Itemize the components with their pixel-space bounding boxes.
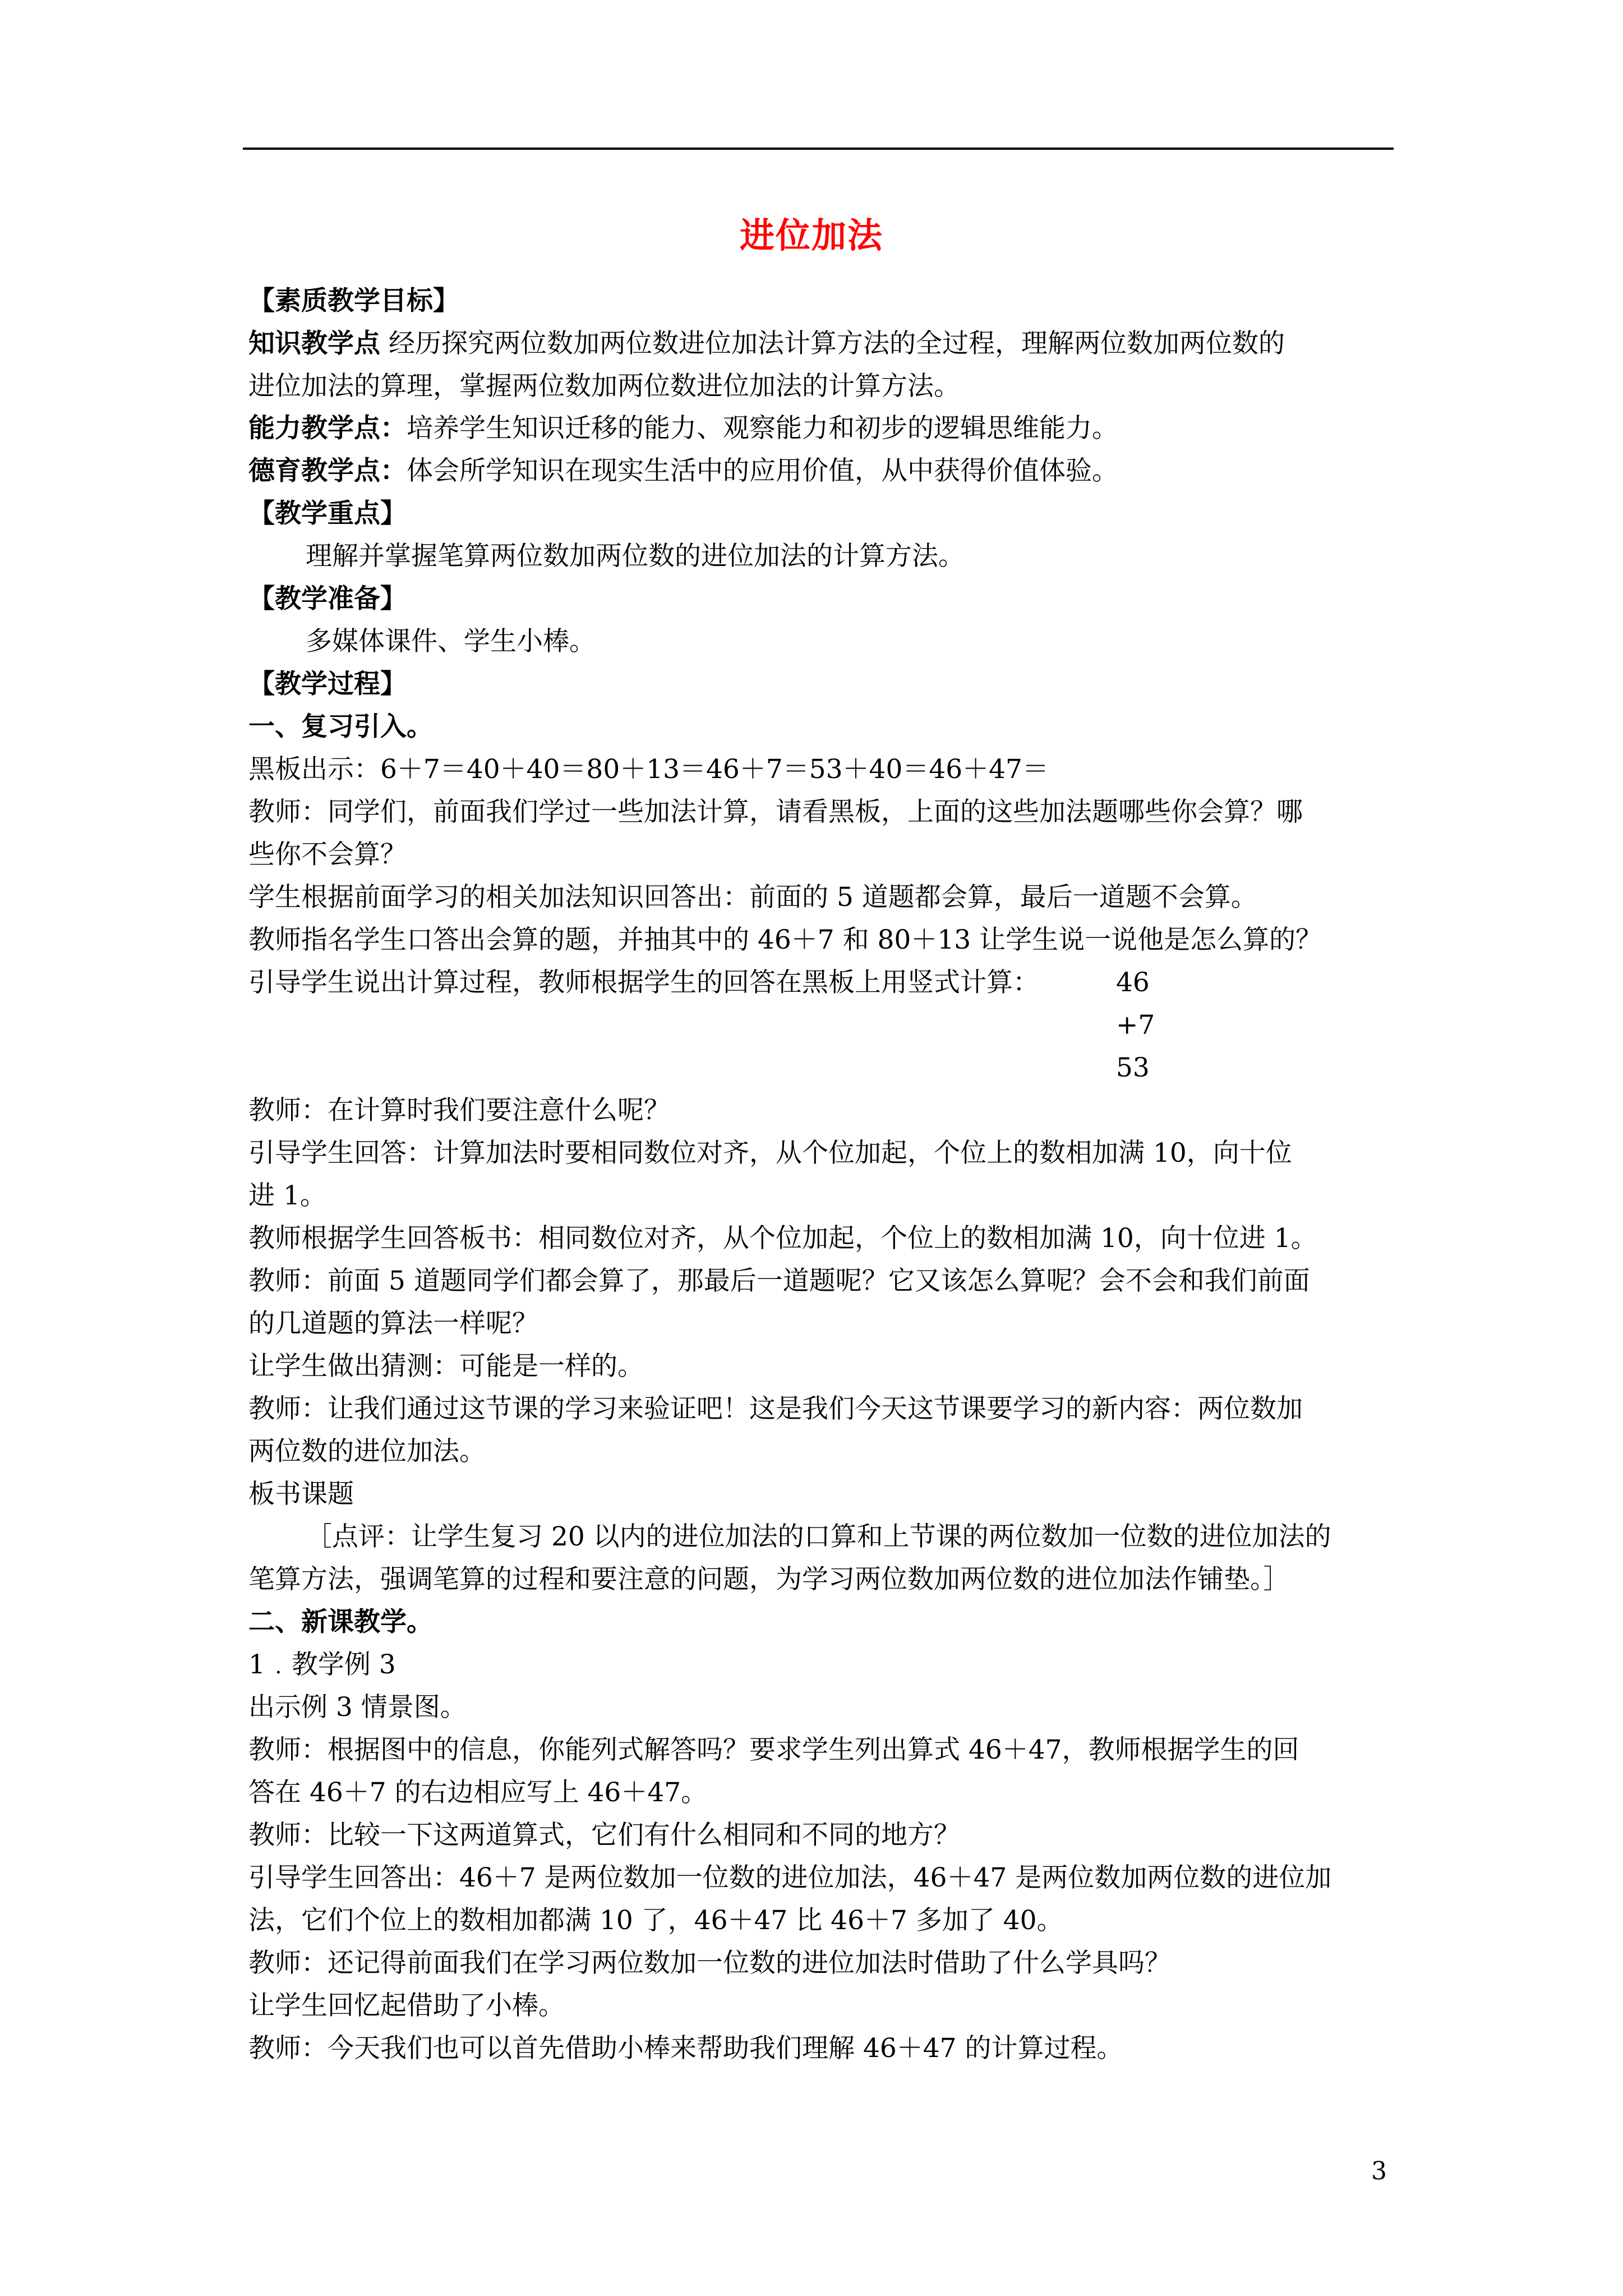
moral-text: 体会所学知识在现实生活中的应用价值，从中获得价值体验。: [407, 455, 1118, 486]
text-line: 法，它们个位上的数相加都满 10 了，46＋47 比 46＋7 多加了 40。: [248, 1905, 1063, 1936]
moral-line: [248, 454, 1118, 488]
text-line: 让学生回忆起借助了小棒。: [248, 1990, 565, 2021]
section-part-1: 一、复习引入。: [248, 711, 433, 742]
knowledge-label: 知识教学点: [248, 328, 380, 359]
vertical-calc-top: 46: [1116, 967, 1150, 998]
text-line: 教师根据学生回答板书：相同数位对齐，从个位加起，个位上的数相加满 10，向十位进 1。: [248, 1223, 1317, 1254]
comment-line-2: 笔算方法，强调笔算的过程和要注意的问题，为学习两位数加两位数的进位加法作铺垫。］: [248, 1564, 1290, 1595]
knowledge-text: 经历探究两位数加两位数进位加法计算方法的全过程，理解两位数加两位数的: [388, 328, 1285, 359]
text-line: 进 1。: [248, 1180, 326, 1211]
text-line: 教师：比较一下这两道算式，它们有什么相同和不同的地方？: [248, 1820, 960, 1851]
prep-text: 多媒体课件、学生小棒。: [306, 626, 596, 657]
text-line: 教师：根据图中的信息，你能列式解答吗？要求学生列出算式 46＋47，教师根据学生的回: [248, 1734, 1299, 1765]
text-line: 答在 46＋7 的右边相应写上 46＋47。: [248, 1777, 708, 1808]
key-points-text: 理解并掌握笔算两位数加两位数的进位加法的计算方法。: [306, 541, 965, 572]
text-line: 两位数的进位加法。: [248, 1436, 486, 1467]
ability-line: [248, 412, 1118, 445]
text-line: 1﹒教学例 3: [248, 1649, 396, 1680]
text-line: 出示例 3 情景图。: [248, 1692, 467, 1723]
section-key-points: 【教学重点】: [248, 498, 407, 529]
section-prep: 【教学准备】: [248, 583, 407, 614]
ability-text: 培养学生知识迁移的能力、观察能力和初步的逻辑思维能力。: [407, 413, 1118, 444]
text-line: 教师指名学生口答出会算的题，并抽其中的 46＋7 和 80＋13 让学生说一说他是怎么算的？: [248, 924, 1322, 955]
text-line: 引导学生回答出：46＋7 是两位数加一位数的进位加法，46＋47 是两位数加两位数的进位加: [248, 1862, 1332, 1893]
section-goals: 【素质教学目标】: [248, 286, 459, 316]
page-number: 3: [1371, 2157, 1387, 2185]
text-line: 教师：前面 5 道题同学们都会算了，那最后一道题呢？它又该怎么算呢？会不会和我们前面: [248, 1266, 1310, 1296]
text-line: 让学生做出猜测：可能是一样的。: [248, 1351, 644, 1382]
text-line: 的几道题的算法一样呢？: [248, 1308, 538, 1339]
text-line: 板书课题: [248, 1479, 354, 1510]
moral-label: 德育教学点：: [248, 455, 407, 486]
text-line: 教师：让我们通过这节课的学习来验证吧！这是我们今天这节课要学习的新内容：两位数加: [248, 1393, 1303, 1424]
header-rule: [243, 148, 1394, 150]
text-line: 教师：在计算时我们要注意什么呢？: [248, 1095, 670, 1126]
ability-label: 能力教学点：: [248, 413, 407, 444]
text-line: 教师：今天我们也可以首先借助小棒来帮助我们理解 46＋47 的计算过程。: [248, 2033, 1123, 2064]
vertical-calc-result: 53: [1116, 1052, 1150, 1083]
knowledge-line-1: [248, 327, 1285, 361]
page-title: 进位加法: [739, 215, 883, 256]
text-line: 引导学生回答：计算加法时要相同数位对齐，从个位加起，个位上的数相加满 10，向十位: [248, 1138, 1292, 1168]
text-line: 黑板出示：6＋7＝40＋40＝80＋13＝46＋7＝53＋40＝46＋47＝: [248, 754, 1049, 785]
text-line: 些你不会算？: [248, 839, 407, 870]
knowledge-line-2: 进位加法的算理，掌握两位数加两位数进位加法的计算方法。: [248, 371, 960, 402]
text-line: 教师：同学们，前面我们学过一些加法计算，请看黑板，上面的这些加法题哪些你会算？哪: [248, 797, 1303, 827]
text-line: 教师：还记得前面我们在学习两位数加一位数的进位加法时借助了什么学具吗？: [248, 1948, 1171, 1978]
vertical-calc-middle: +7: [1116, 1010, 1155, 1041]
text-line: 引导学生说出计算过程，教师根据学生的回答在黑板上用竖式计算：: [248, 967, 1039, 998]
section-process: 【教学过程】: [248, 669, 407, 700]
section-part-2: 二、新课教学。: [248, 1607, 433, 1637]
comment-line-1: ［点评：让学生复习 20 以内的进位加法的口算和上节课的两位数加一位数的进位加法的: [306, 1521, 1331, 1552]
text-line: 学生根据前面学习的相关加法知识回答出：前面的 5 道题都会算，最后一道题不会算。: [248, 882, 1257, 913]
